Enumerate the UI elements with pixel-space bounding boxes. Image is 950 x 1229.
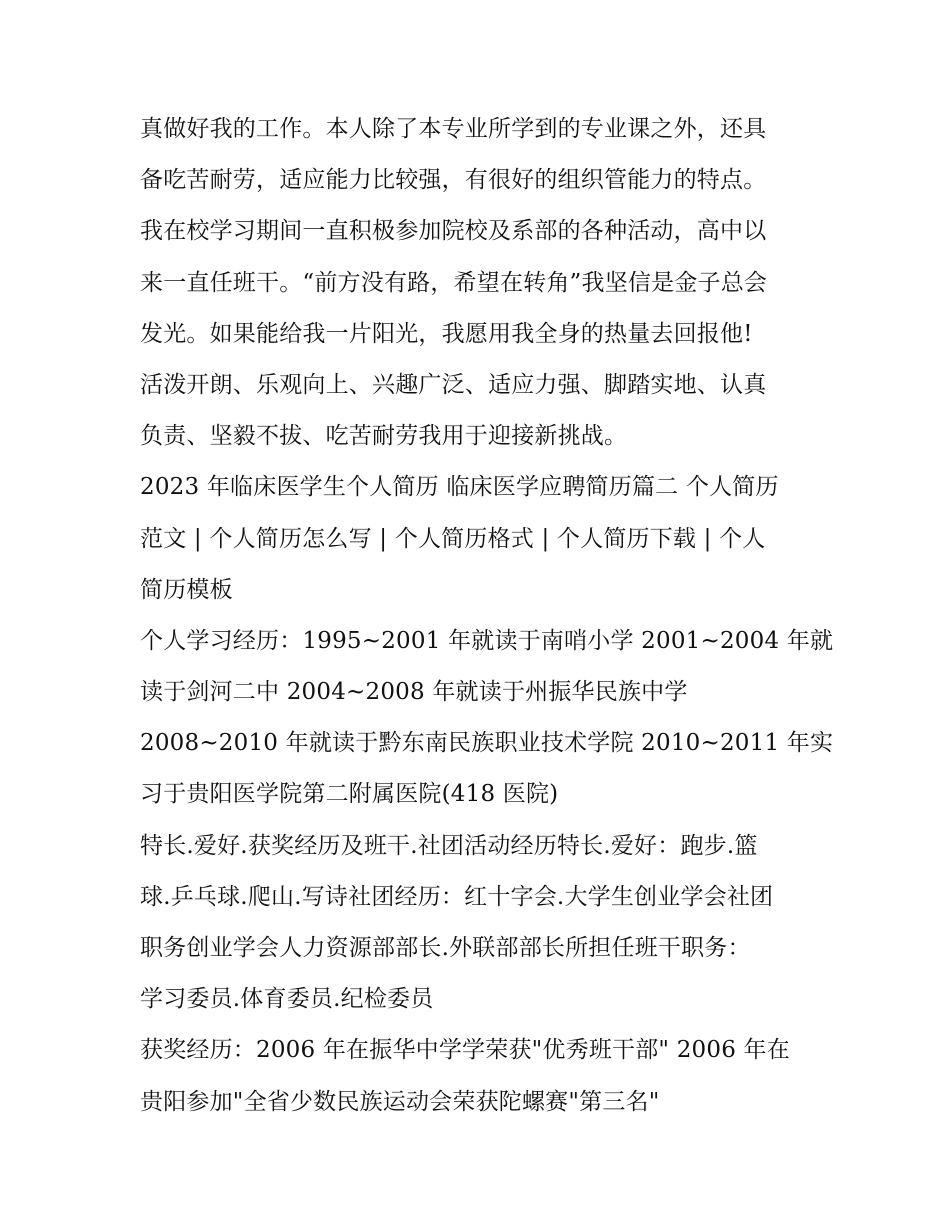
- text-line: 简历模板: [140, 576, 233, 603]
- text-line: 来一直任班干。“前方没有路，希望在转角”我坚信是金子总会: [140, 269, 768, 296]
- text-line: 习于贵阳医学院第二附属医院(418 医院): [140, 781, 559, 808]
- text-line: 职务创业学会人力资源部部长.外联部部长所担任班干职务：: [140, 935, 751, 961]
- text-line: 2008~2010 年就读于黔东南民族职业技术学院 2010~2011 年实: [140, 730, 834, 757]
- text-line: 备吃苦耐劳，适应能力比较强，有很好的组织管能力的特点。: [140, 167, 767, 194]
- text-line: 2023 年临床医学生个人简历 临床医学应聘简历篇二 个人简历: [140, 474, 779, 501]
- text-line: 获奖经历：2006 年在振华中学学荣获"优秀班干部" 2006 年在: [140, 1037, 790, 1064]
- document-body: [140, 104, 834, 1128]
- text-line: 发光。如果能给我一片阳光，我愿用我全身的热量去回报他!: [140, 320, 753, 347]
- text-line: 活泼开朗、乐观向上、兴趣广泛、适应力强、脚踏实地、认真: [140, 371, 767, 398]
- text-line: 我在校学习期间一直积极参加院校及系部的各种活动，高中以: [140, 218, 767, 245]
- text-line: 特长.爱好.获奖经历及班干.社团活动经历特长.爱好：跑步.篮: [140, 832, 758, 859]
- text-line: 负责、坚毅不拔、吃苦耐劳我用于迎接新挑战。: [140, 423, 628, 450]
- text-line: 个人学习经历：1995~2001 年就读于南哨小学 2001~2004 年就: [140, 627, 834, 654]
- text-line: 球.乒乓球.爬山.写诗社团经历：红十字会.大学生创业学会社团: [140, 883, 774, 910]
- text-line: 真做好我的工作。本人除了本专业所学到的专业课之外，还具: [140, 116, 767, 142]
- text-line: 范文 | 个人简历怎么写 | 个人简历格式 | 个人简历下载 | 个人: [140, 525, 766, 552]
- text-line: 贵阳参加"全省少数民族运动会荣获陀螺赛"第三名": [140, 1088, 660, 1115]
- text-line: 读于剑河二中 2004~2008 年就读于州振华民族中学: [140, 679, 688, 706]
- text-line: 学习委员.体育委员.纪检委员: [140, 986, 434, 1013]
